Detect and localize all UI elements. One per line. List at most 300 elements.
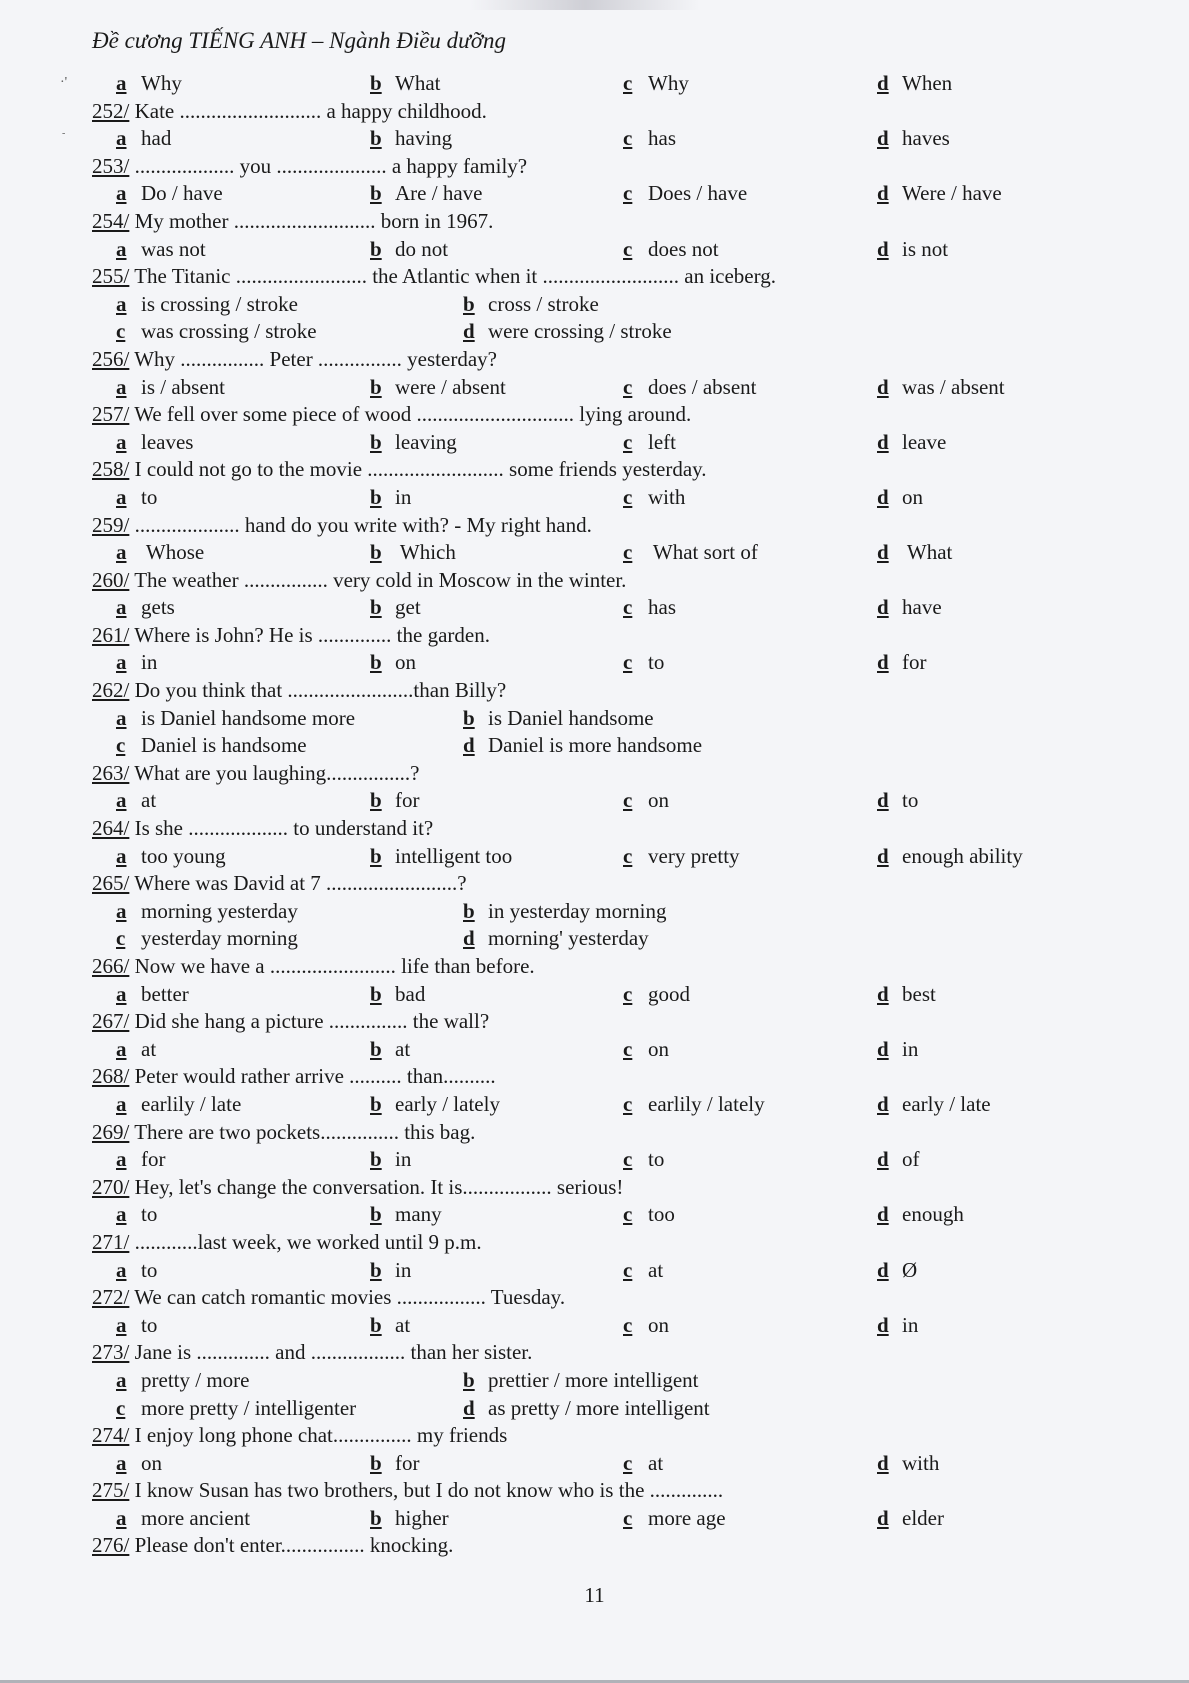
answer-option [116,594,175,622]
answer-option [370,70,440,98]
option-text: for [902,650,927,675]
option-letter: a [116,540,127,565]
option-text: higher [395,1505,449,1530]
option-letter: a [116,705,127,730]
option-letter: d [877,181,889,206]
option-text: Which [395,540,456,565]
question-number: 261/ [92,622,130,647]
option-text: Why [141,71,182,95]
option-text: at [648,1450,664,1475]
answer-option [877,649,927,677]
question-number: 264/ [92,816,130,841]
option-letter: d [877,1450,889,1475]
option-text: in [141,650,158,675]
answer-options-row [0,1201,1189,1229]
question-line [0,456,1189,484]
option-text: in yesterday morning [488,898,667,923]
option-text: to [141,484,158,509]
answer-option [116,1395,356,1423]
answer-option [877,1201,964,1229]
answer-option [370,374,506,402]
option-text: was crossing / stroke [141,319,317,344]
option-letter: c [623,181,633,206]
option-letter: d [877,1147,889,1172]
answer-option [463,1395,710,1423]
question-line [0,98,1189,126]
answer-option [623,125,676,153]
option-text: leaves [141,429,194,454]
option-letter: d [877,1036,889,1061]
option-text: at [141,788,157,813]
question-line [0,1119,1189,1147]
question-text [92,1422,507,1450]
page-header: Đề cương TIẾNG ANH – Ngành Điều dưỡng [92,28,506,53]
option-letter: d [877,1202,889,1227]
answer-option [877,125,950,153]
question-body: ................... you ..................... a happy family? [129,153,528,178]
option-letter: b [370,1257,382,1282]
option-text: to [141,1202,158,1227]
option-text: leaving [395,429,457,454]
option-text: earlily / late [141,1091,242,1116]
option-letter: a [116,650,127,675]
answer-option [116,180,223,208]
option-letter: a [116,1147,127,1172]
answer-option [623,484,685,512]
question-text [92,1284,565,1312]
option-letter: b [370,540,382,565]
option-letter: b [370,1202,382,1227]
option-text: does / absent [648,374,757,399]
option-letter: c [623,126,633,151]
answer-option [116,1201,157,1229]
answer-option [116,787,156,815]
answer-option [877,1257,917,1285]
option-text: morning yesterday [141,898,298,923]
option-letter: d [877,540,889,565]
answer-option [877,981,936,1009]
answer-option [370,180,482,208]
option-text: on [648,788,669,813]
question-body: Please don't enter................ knocking. [129,1533,454,1558]
question-line [0,512,1189,540]
option-text: intelligent too [395,843,513,868]
option-letter: b [370,374,382,399]
option-text: bad [395,981,426,1006]
option-letter: d [463,926,475,951]
question-body: I enjoy long phone chat............... my friends [129,1423,508,1448]
answer-option [116,649,157,677]
answer-option [877,1312,918,1340]
answer-option [116,732,307,760]
answer-options-row [0,291,1189,319]
option-text: on [141,1450,162,1475]
option-text: very pretty [648,843,740,868]
option-text: to [648,1147,665,1172]
option-text: with [902,1450,940,1475]
question-text [92,401,691,429]
answer-options-row [0,649,1189,677]
answer-option [116,291,298,319]
answer-option [623,1201,675,1229]
question-body: Now we have a ........................ life than before. [129,954,535,978]
answer-options-row [0,787,1189,815]
question-body: Why ................ Peter ................ yesterday? [129,346,497,371]
answer-options-row [0,981,1189,1009]
answer-options-row [0,236,1189,264]
option-text: as pretty / more intelligent [488,1395,710,1420]
question-body: The Titanic ......................... the Atlantic when it .......................... an iceberg. [129,264,776,289]
answer-option [116,1146,166,1174]
option-text: were / absent [395,374,506,399]
option-text: at [648,1257,664,1282]
answer-option [370,843,512,871]
option-letter: b [370,71,382,95]
answer-options-row [0,318,1189,346]
question-line [0,567,1189,595]
option-letter: d [877,843,889,868]
question-number: 259/ [92,512,130,537]
option-text: of [902,1147,920,1172]
answer-options-row [0,843,1189,871]
answer-option [463,705,654,733]
option-letter: d [877,1091,889,1116]
option-letter: d [877,236,889,261]
question-number: 276/ [92,1533,130,1558]
option-text: with [648,484,686,509]
option-text: prettier / more intelligent [488,1367,699,1392]
option-text: When [902,71,953,95]
answer-option [623,594,676,622]
option-text: were crossing / stroke [488,319,672,344]
question-line [0,1339,1189,1367]
question-text [92,1174,623,1202]
option-letter: c [623,71,633,95]
answer-option [623,787,669,815]
option-letter: b [370,981,382,1006]
answer-option [370,1036,410,1064]
option-letter: b [370,236,382,261]
question-number: 260/ [92,567,130,592]
answer-option [116,925,298,953]
answer-option [116,1036,156,1064]
answer-option [370,1312,410,1340]
option-letter: a [116,1202,127,1227]
answer-option [116,1257,157,1285]
question-number: 267/ [92,1009,130,1034]
option-text: to [648,650,665,675]
option-text: to [902,788,919,813]
question-number: 270/ [92,1174,130,1199]
question-number: 254/ [92,208,130,233]
answer-option [116,236,206,264]
answer-option [116,898,298,926]
answer-option [116,429,193,457]
answer-option [623,236,719,264]
option-text: is crossing / stroke [141,291,298,316]
answer-options-row [0,1146,1189,1174]
option-letter: c [623,1257,633,1282]
answer-options-row [0,1505,1189,1533]
option-letter: b [463,291,475,316]
answer-option [463,732,702,760]
option-text: do not [395,236,449,261]
answer-option [623,1257,663,1285]
question-body: My mother ........................... born in 1967. [129,208,494,233]
answer-options-row [0,180,1189,208]
option-text: for [141,1147,166,1172]
answer-option [877,236,948,264]
option-letter: c [623,788,633,813]
answer-option [877,429,946,457]
answer-option [877,787,918,815]
question-body: I know Susan has two brothers, but I do not know who is the .............. [129,1478,724,1503]
option-letter: b [370,650,382,675]
question-text [92,208,493,236]
option-text: to [141,1257,158,1282]
question-text [92,153,527,181]
option-text: has [648,126,676,151]
answer-options-row [0,1091,1189,1119]
option-text: Daniel is more handsome [488,733,703,758]
option-letter: d [877,374,889,399]
answer-options-row [0,1257,1189,1285]
option-letter: c [623,1036,633,1061]
question-text [92,346,497,374]
answer-option [877,374,1005,402]
answer-option [370,1146,411,1174]
option-letter: c [623,236,633,261]
question-number: 262/ [92,678,130,703]
option-text: is Daniel handsome more [141,705,356,730]
answer-option [116,70,182,98]
option-letter: c [623,595,633,620]
option-text: in [395,484,412,509]
question-line [0,1477,1189,1505]
option-letter: d [877,126,889,151]
option-letter: c [623,843,633,868]
question-text [92,870,467,898]
question-body: What are you laughing................? [129,760,420,785]
question-body: There are two pockets............... this bag. [129,1119,476,1144]
option-letter: a [116,1036,127,1061]
question-text [92,456,707,484]
option-letter: c [623,374,633,399]
option-letter: c [623,1505,633,1530]
question-number: 255/ [92,264,130,289]
question-line [0,1284,1189,1312]
option-text: at [395,1312,411,1337]
answer-option [623,1036,669,1064]
option-text: in [902,1312,919,1337]
question-body: Hey, let's change the conversation. It is................. serious! [129,1174,624,1199]
question-body: We fell over some piece of wood .............................. lying around. [129,402,692,427]
answer-options-row [0,374,1189,402]
question-number: 256/ [92,346,130,371]
scan-smudge [470,0,700,10]
answer-option [623,429,676,457]
answer-options-row [0,1312,1189,1340]
option-text: Does / have [648,181,748,206]
option-letter: c [623,981,633,1006]
option-letter: a [116,1091,127,1116]
option-letter: b [370,788,382,813]
option-letter: b [370,181,382,206]
option-text: to [141,1312,158,1337]
option-text: is not [902,236,949,261]
option-letter: b [370,1147,382,1172]
question-number: 257/ [92,402,130,427]
answer-option [877,539,952,567]
scan-mark: ·' [60,75,68,90]
question-text [92,1477,723,1505]
question-body: We can catch romantic movies ................. Tuesday. [129,1285,566,1310]
option-text: pretty / more [141,1367,250,1392]
question-line [0,677,1189,705]
option-text: was / absent [902,374,1005,399]
option-text: on [395,650,416,675]
answer-options-row [0,594,1189,622]
option-text: had [141,126,172,151]
option-text: Daniel is handsome [141,733,307,758]
option-text: good [648,981,690,1006]
option-letter: c [623,484,633,509]
answer-option [877,843,1023,871]
question-line [0,263,1189,291]
answer-option [877,1036,918,1064]
option-text: for [395,788,420,813]
option-text: having [395,126,453,151]
option-letter: b [370,126,382,151]
answer-option [877,1505,944,1533]
option-letter: d [877,1312,889,1337]
answer-options-row [0,1367,1189,1395]
option-letter: c [623,1091,633,1116]
option-letter: a [116,71,127,95]
question-line [0,1422,1189,1450]
question-text [92,1063,496,1091]
answer-options-row [0,70,1189,98]
question-line [0,401,1189,429]
question-text [92,953,535,981]
answer-options-row [0,898,1189,926]
question-body: Kate ........................... a happy childhood. [129,98,487,123]
option-text: Why [648,71,689,95]
answer-option [623,70,689,98]
option-text: enough [902,1202,964,1227]
question-text [92,622,490,650]
question-line [0,760,1189,788]
question-number: 265/ [92,871,130,896]
question-number: 269/ [92,1119,130,1144]
option-text: Were / have [902,181,1002,206]
question-list [0,70,1189,1560]
option-letter: d [463,319,475,344]
question-body: Did she hang a picture ............... the wall? [129,1009,490,1034]
question-body: .................... hand do you write with? - My right hand. [129,512,592,537]
question-text [92,760,419,788]
answer-option [116,981,189,1009]
answer-options-row [0,125,1189,153]
option-letter: a [116,898,127,923]
question-line [0,1008,1189,1036]
option-letter: c [116,1395,126,1420]
option-letter: b [370,595,382,620]
option-text: has [648,595,676,620]
option-text: on [648,1312,669,1337]
answer-option [463,318,672,346]
option-letter: b [370,843,382,868]
answer-option [370,484,411,512]
option-text: in [902,1036,919,1061]
option-letter: c [116,319,126,344]
option-letter: a [116,788,127,813]
question-text [92,98,487,126]
option-letter: d [463,1395,475,1420]
answer-option [877,594,942,622]
option-letter: a [116,181,127,206]
question-number: 263/ [92,760,130,785]
scan-mark-small: - [62,128,66,139]
question-number: 273/ [92,1340,130,1365]
option-letter: b [370,1036,382,1061]
question-number: 258/ [92,457,130,482]
question-number: 266/ [92,954,130,978]
option-text: more age [648,1505,726,1530]
answer-option [370,236,448,264]
option-text: elder [902,1505,944,1530]
answer-option [623,1091,765,1119]
option-letter: a [116,1367,127,1392]
question-body: Where was David at 7 .........................? [129,871,467,896]
question-text [92,677,506,705]
option-text: at [141,1036,157,1061]
question-number: 271/ [92,1229,130,1254]
question-text [92,1339,532,1367]
option-letter: b [463,705,475,730]
option-text: for [395,1450,420,1475]
option-text: earlily / lately [648,1091,765,1116]
answer-option [623,1450,663,1478]
option-text: too young [141,843,226,868]
question-text [92,567,626,595]
question-line [0,1174,1189,1202]
question-line [0,346,1189,374]
answer-option [116,318,317,346]
answer-option [116,539,204,567]
option-text: morning' yesterday [488,926,649,951]
question-number: 268/ [92,1064,130,1089]
option-text: have [902,595,942,620]
question-line [0,1063,1189,1091]
option-letter: c [623,1147,633,1172]
option-letter: a [116,595,127,620]
answer-option [623,539,758,567]
option-letter: a [116,236,127,261]
question-text [92,1229,482,1257]
answer-option [116,1312,157,1340]
option-letter: c [623,429,633,454]
option-text: early / lately [395,1091,500,1116]
question-body: ............last week, we worked until 9 p.m. [129,1229,482,1254]
question-line [0,208,1189,236]
question-text [92,1008,489,1036]
option-text: What sort of [648,540,758,565]
option-letter: c [623,650,633,675]
option-text: Do / have [141,181,223,206]
option-text: on [648,1036,669,1061]
option-text: Are / have [395,181,483,206]
